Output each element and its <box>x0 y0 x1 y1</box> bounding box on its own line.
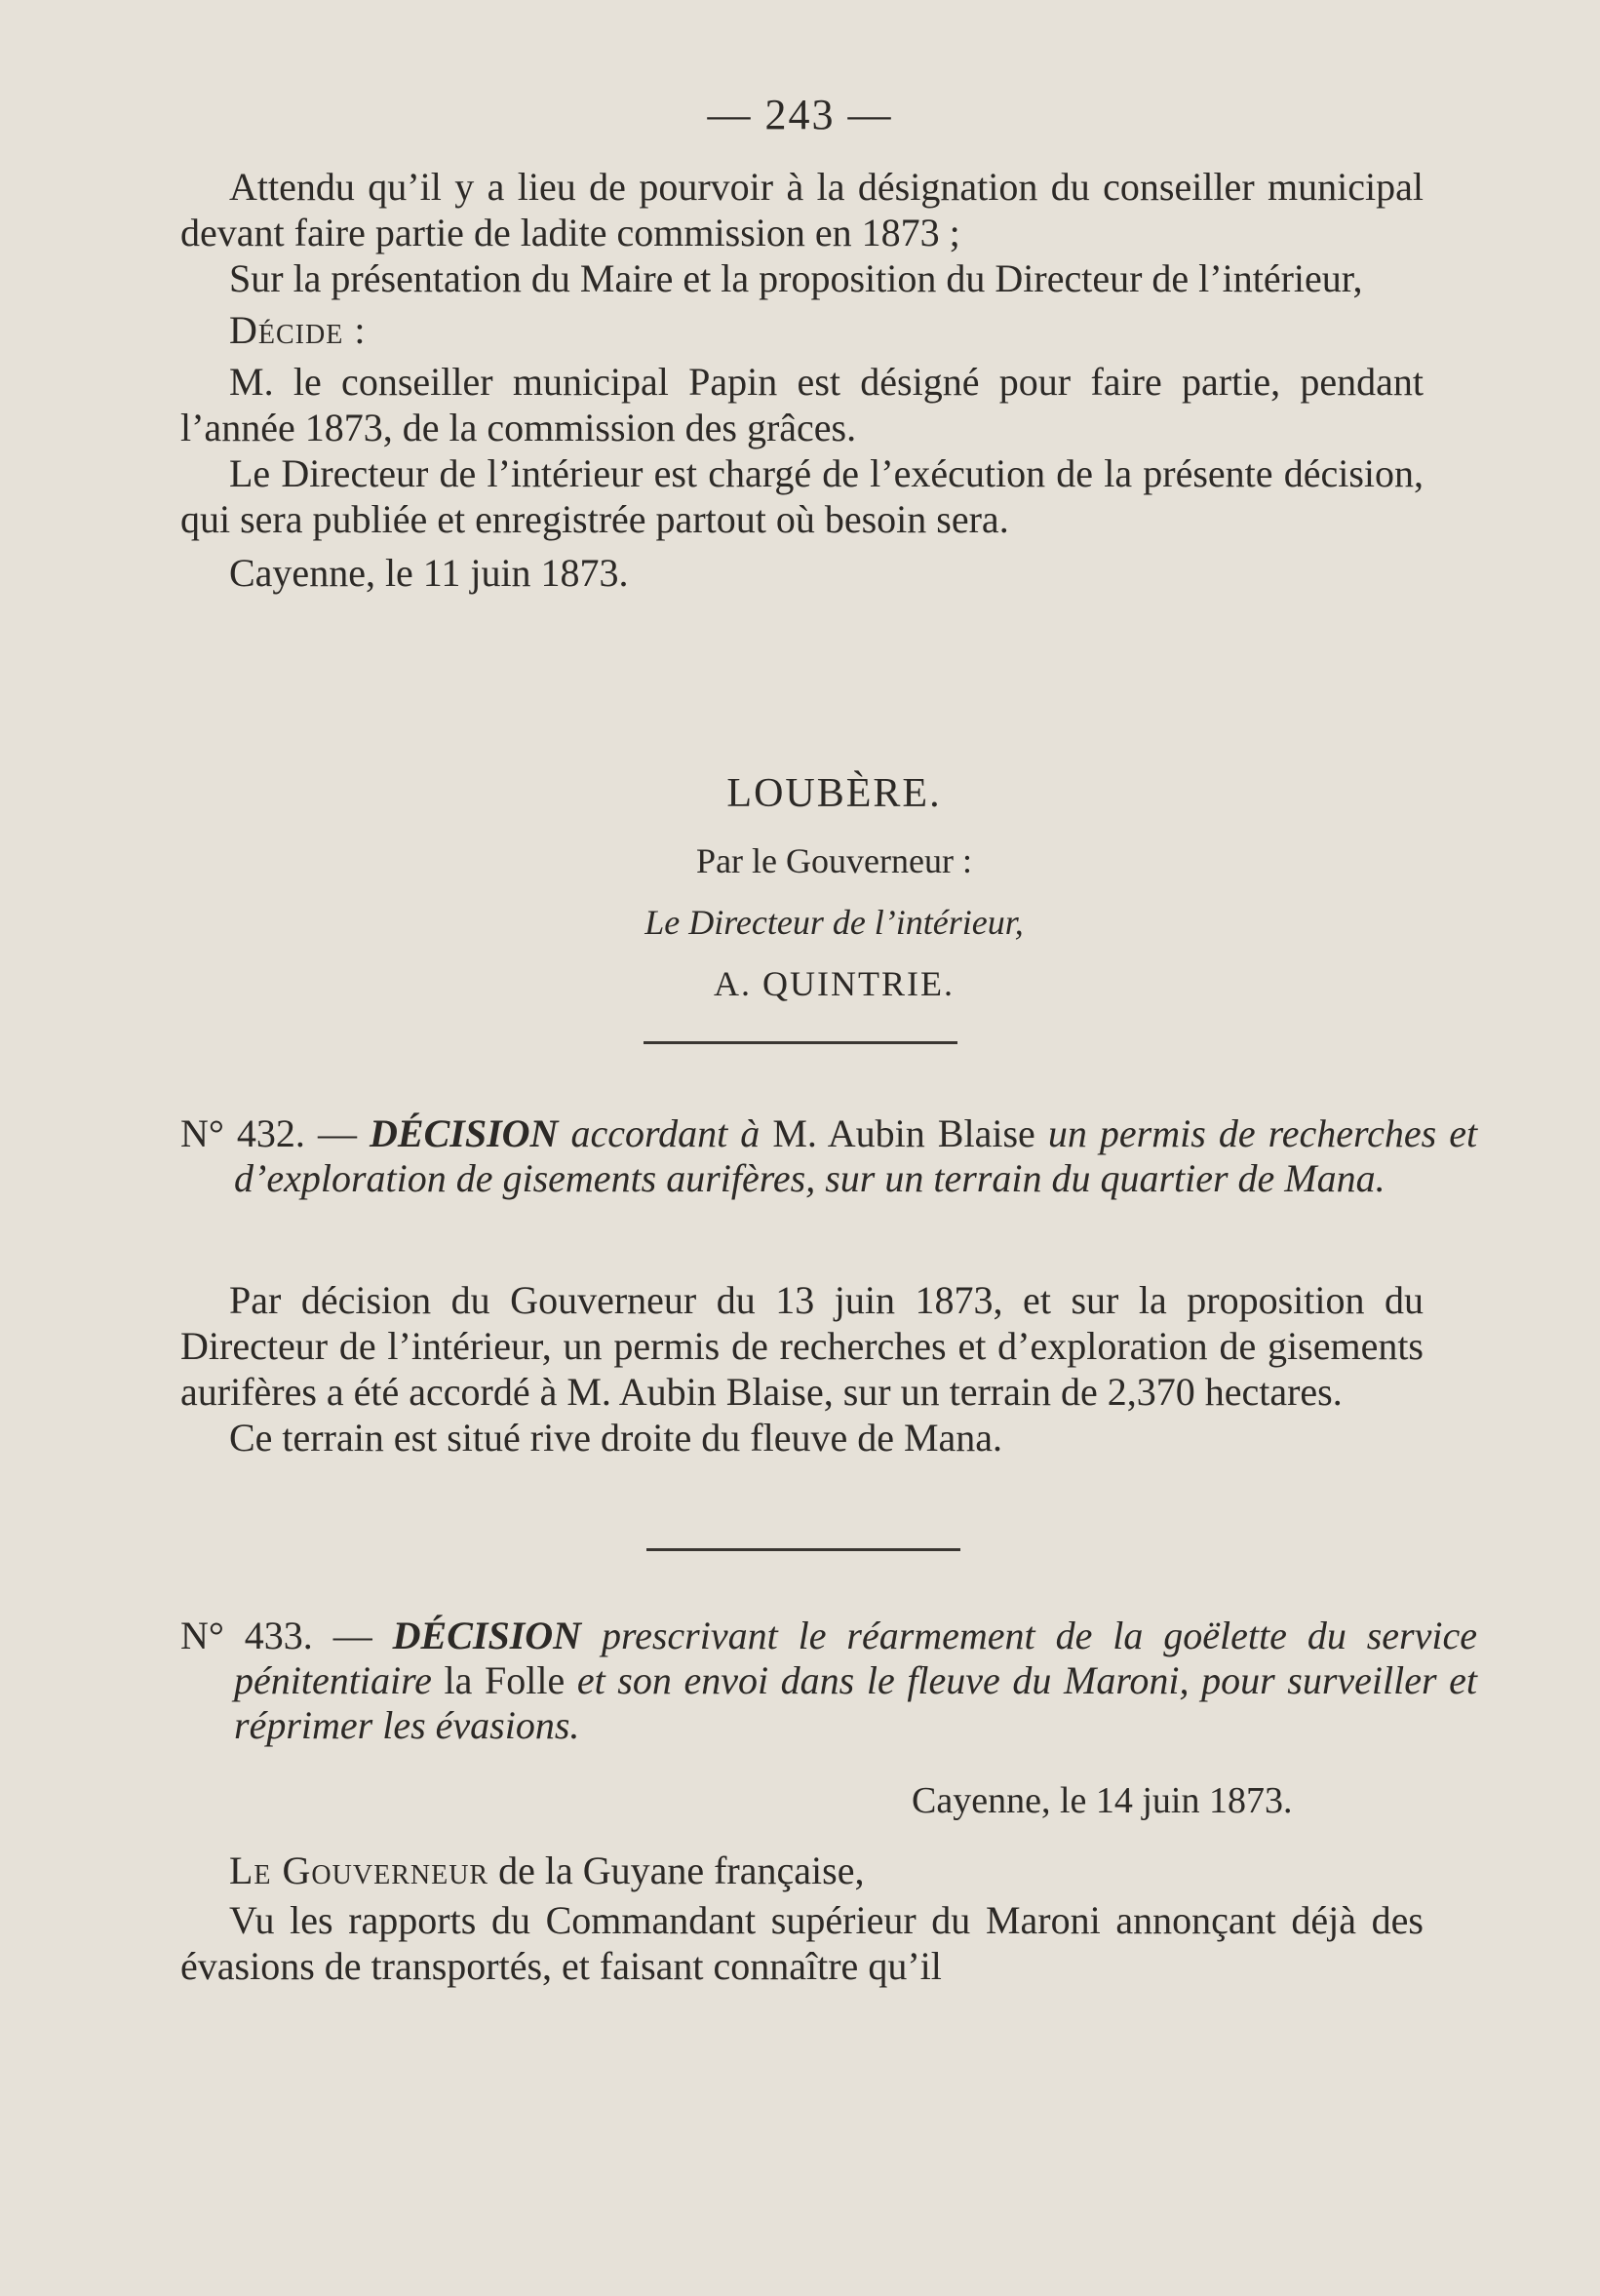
date-line: Cayenne, le 14 juin 1873. <box>912 1780 1293 1821</box>
heading-name: M. Aubin Blaise <box>772 1111 1035 1155</box>
decision-number: N° 432. — <box>180 1111 357 1155</box>
director-title: Le Directeur de l’intérieur, <box>644 903 1024 942</box>
heading-text: accordant à <box>570 1111 761 1155</box>
date-line: Cayenne, le 11 juin 1873. <box>229 551 629 595</box>
separator-rule <box>646 1548 960 1551</box>
gouverneur-label: Le Gouverneur <box>229 1848 489 1892</box>
decision-432-heading <box>180 1111 1477 1201</box>
paragraph: Sur la présentation du Maire et la proposition du Directeur de l’intérieur, <box>229 256 1363 300</box>
section-2-body <box>180 1277 1424 1460</box>
heading-text: et son envoi dans le fleuve du Maroni, pour surveiller et réprimer les évasions. <box>234 1658 1478 1747</box>
heading-text: prescrivant le réarmement de la goëlette du service pénitentiaire <box>234 1614 1477 1702</box>
decision-word: DÉCISION <box>370 1111 559 1155</box>
gouverneur-rest: de la Guyane française, <box>498 1848 865 1892</box>
paragraph: Vu les rapports du Commandant supérieur du Maroni annonçant déjà des évasions de transportés, et faisant connaître qu’il <box>180 1898 1424 1988</box>
decision-number: N° 433. — <box>180 1614 372 1657</box>
paragraph: Par décision du Gouverneur du 13 juin 1873, et sur la proposition du Directeur de l’intérieur, un permis de recherches et d’exploration de gisements aurifères a été accordé à M. Aubin Blaise, sur un terrain de 2,370 hectares. <box>180 1278 1424 1414</box>
par-le-gouverneur: Par le Gouverneur : <box>696 841 972 880</box>
paragraph: Attendu qu’il y a lieu de pourvoir à la désignation du conseiller municipal devant faire partie de ladite commission en 1873 ; <box>180 165 1424 254</box>
decision-word: DÉCISION <box>392 1614 582 1657</box>
section-1-body <box>180 164 1424 596</box>
gouverneur-line <box>180 1848 1424 1893</box>
separator-rule <box>644 1041 957 1044</box>
paragraph: M. le conseiller municipal Papin est désigné pour faire partie, pendant l’année 1873, de la commission des grâces. <box>180 360 1424 449</box>
page-number: — 243 — <box>707 91 893 138</box>
paragraph: Ce terrain est situé rive droite du fleuve de Mana. <box>229 1416 1003 1459</box>
heading-text: un permis de recherches et d’exploration de gisements aurifères, sur un terrain du quartier de Mana. <box>234 1111 1478 1200</box>
signature: LOUBÈRE. <box>726 771 942 816</box>
director-name: A. QUINTRIE. <box>714 964 955 1003</box>
decide-heading: Décide : <box>229 308 367 352</box>
decision-433-heading <box>180 1614 1477 1748</box>
section-3-body <box>180 1848 1424 1989</box>
paragraph: Le Directeur de l’intérieur est chargé de l’exécution de la présente décision, qui sera publiée et enregistrée partout où besoin sera. <box>180 451 1424 541</box>
heading-name: la Folle <box>444 1658 566 1702</box>
